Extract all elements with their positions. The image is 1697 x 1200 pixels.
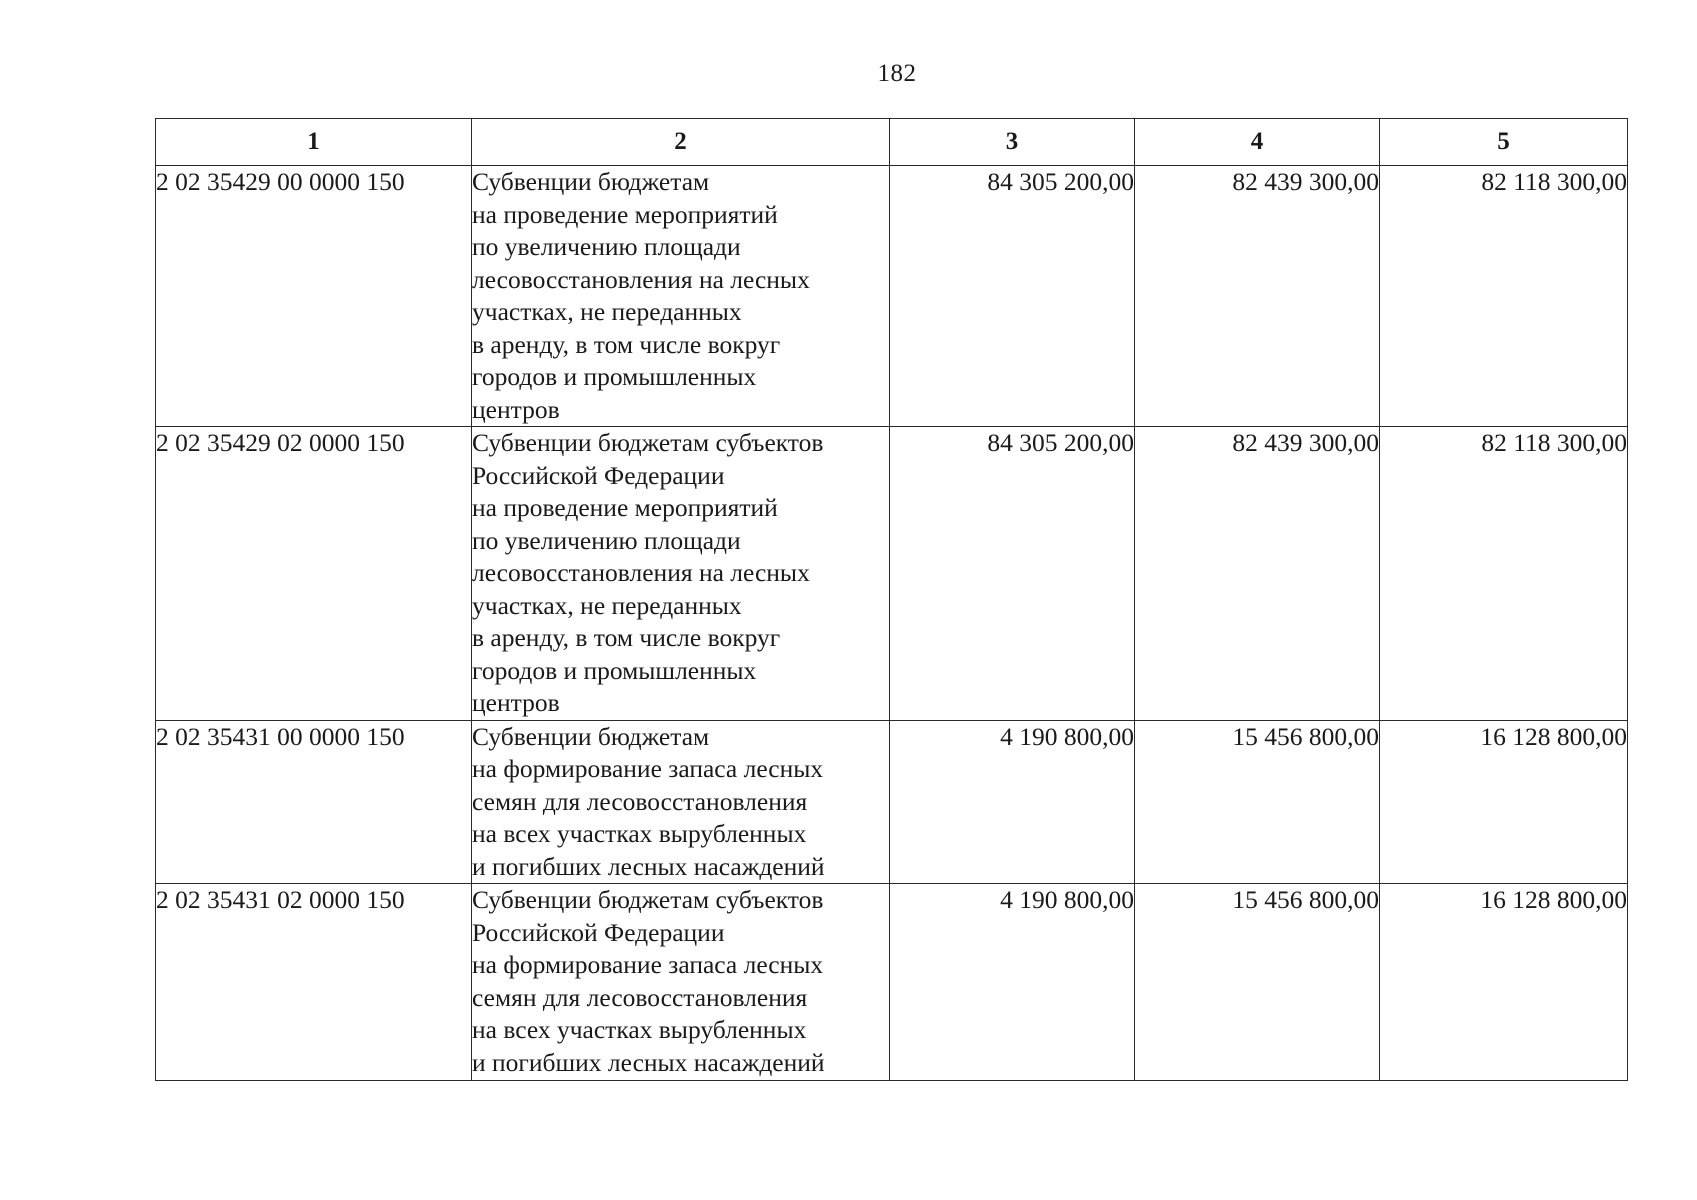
description-line: на формирование запаса лесных bbox=[472, 950, 824, 979]
description-line: городов и промышленных bbox=[472, 362, 757, 391]
description-line: семян для лесовосстановления bbox=[472, 786, 808, 816]
amount-col5-cell: 82 118 300,00 bbox=[1380, 166, 1628, 427]
description-line: по увеличению площади bbox=[472, 232, 741, 261]
description-line: лесовосстановления на лесных bbox=[472, 264, 810, 294]
table-header-row bbox=[156, 119, 1628, 166]
description-line: семян для лесовосстановления bbox=[472, 982, 808, 1012]
description-line: Субвенции бюджетам субъектов bbox=[472, 885, 824, 914]
amount-col3-cell: 84 305 200,00 bbox=[890, 166, 1135, 427]
column-header-5: 5 bbox=[1380, 119, 1628, 166]
amount-col4-cell: 82 439 300,00 bbox=[1135, 427, 1380, 721]
amount-col3-cell: 4 190 800,00 bbox=[890, 720, 1135, 884]
budget-code-cell: 2 02 35429 02 0000 150 bbox=[156, 427, 472, 721]
description-cell bbox=[472, 427, 890, 721]
description-line: на всех участках вырубленных bbox=[472, 1015, 807, 1044]
table-row bbox=[156, 166, 1628, 427]
description-line: по увеличению площади bbox=[472, 525, 741, 555]
budget-code-cell: 2 02 35431 00 0000 150 bbox=[156, 720, 472, 884]
column-header-4: 4 bbox=[1135, 119, 1380, 166]
column-header-2: 2 bbox=[472, 119, 890, 166]
description-cell bbox=[472, 884, 890, 1081]
table-row bbox=[156, 427, 1628, 721]
budget-table bbox=[155, 118, 1628, 1081]
description-line: на проведение мероприятий bbox=[472, 493, 778, 522]
table-row bbox=[156, 720, 1628, 884]
description-line: и погибших лесных насаждений bbox=[472, 851, 825, 881]
amount-col5-cell: 16 128 800,00 bbox=[1380, 884, 1628, 1081]
amount-col4-cell: 15 456 800,00 bbox=[1135, 884, 1380, 1081]
amount-col4-cell: 15 456 800,00 bbox=[1135, 720, 1380, 884]
page-number: 182 bbox=[877, 60, 917, 87]
column-header-1: 1 bbox=[156, 119, 472, 166]
description-cell bbox=[472, 166, 890, 427]
description-line: участках, не переданных bbox=[472, 590, 742, 620]
amount-col5-cell: 82 118 300,00 bbox=[1380, 427, 1628, 721]
budget-code-cell: 2 02 35429 00 0000 150 bbox=[156, 166, 472, 427]
description-line: в аренду, в том числе вокруг bbox=[472, 623, 781, 652]
column-header-3: 3 bbox=[890, 119, 1135, 166]
description-line: Российской Федерации bbox=[472, 460, 725, 490]
description-line: Российской Федерации bbox=[472, 917, 725, 947]
amount-col3-cell: 4 190 800,00 bbox=[890, 884, 1135, 1081]
description-line: на формирование запаса лесных bbox=[472, 754, 824, 783]
amount-col5-cell: 16 128 800,00 bbox=[1380, 720, 1628, 884]
budget-code-cell: 2 02 35431 02 0000 150 bbox=[156, 884, 472, 1081]
description-line: Субвенции бюджетам bbox=[472, 167, 710, 196]
amount-col4-cell: 82 439 300,00 bbox=[1135, 166, 1380, 427]
description-line: Субвенции бюджетам bbox=[472, 721, 710, 751]
table-row bbox=[156, 884, 1628, 1081]
description-line: центров bbox=[472, 394, 560, 424]
description-line: на проведение мероприятий bbox=[472, 199, 778, 229]
description-line: Субвенции бюджетам субъектов bbox=[472, 428, 824, 457]
description-line: и погибших лесных насаждений bbox=[472, 1047, 825, 1077]
description-line: участках, не переданных bbox=[472, 297, 742, 326]
description-line: городов и промышленных bbox=[472, 655, 757, 685]
description-cell bbox=[472, 720, 890, 884]
amount-col3-cell: 84 305 200,00 bbox=[890, 427, 1135, 721]
description-line: лесовосстановления на лесных bbox=[472, 558, 810, 587]
description-line: в аренду, в том числе вокруг bbox=[472, 329, 781, 359]
description-line: центров bbox=[472, 688, 560, 717]
description-line: на всех участках вырубленных bbox=[472, 819, 807, 848]
